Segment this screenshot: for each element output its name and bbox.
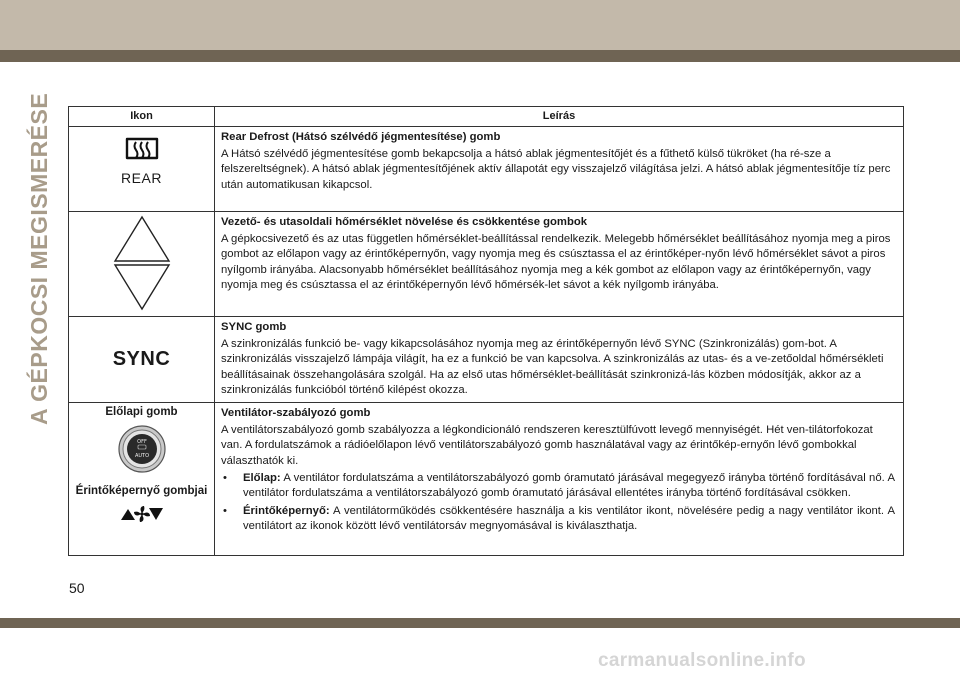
fan-text: A ventilátorszabályozó gomb szabályozza a légkondicionáló rendszeren keresztülfúvott levegő mennyiségét. Hét ven-tilátorfokozat van. A fordulatszámok a rádióelőlapon lévő ventilátorszabályozó gomb használatával vagy az érintőkép-ernyőn lévő gombokkal választhatók ki. [221, 424, 873, 467]
fan-bullet-list [221, 471, 895, 535]
bullet-text: A ventilátorműködés csökkentésére használja a kis ventilátor ikont, növelésére pedig a nagy ventilátor ikont. A ventilátort az ikonok között lévő ventilátorsáv megnyomásával is kiválaszthatja. [243, 505, 896, 533]
watermark: carmanualsonline.info [598, 650, 806, 671]
front-panel-label: Előlapi gomb [105, 406, 178, 419]
footer-bar [0, 618, 960, 628]
knob-off-label: OFF [136, 439, 147, 446]
temperature-title: Vezető- és utasoldali hőmérséklet növelése és csökkentése gombok [221, 216, 588, 228]
bullet-label: Érintőképernyő: [243, 505, 330, 518]
bullet-text: A ventilátor fordulatszáma a ventilátorszabályozó gomb óramutató járásával megegyező irányba történő fordításával nő. A ventilátor fordulatszáma a ventilátorszabályozó gomb óramutató járásával ellentétes irányba történő fordításával csökken. [243, 471, 896, 500]
list-item [221, 471, 895, 501]
rear-icon-label: REAR [121, 170, 162, 186]
sync-description [215, 317, 904, 403]
temperature-up-icon [112, 215, 172, 263]
table-row [69, 403, 904, 556]
touchscreen-label: Érintőképernyő gombjai [75, 485, 208, 498]
fan-title: Ventilátor-szabályozó gomb [221, 407, 371, 420]
page-number: 50 [69, 580, 85, 596]
header-bar [0, 50, 960, 62]
header-band [0, 0, 960, 50]
header-description: Leírás [215, 107, 904, 127]
table-row [69, 317, 904, 403]
rear-defrost-text: A Hátsó szélvédő jégmentesítése gomb bekapcsolja a hátsó ablak jégmentesítőjét és a fűthető külső tükröket (ha ré-sze a felszereltségnek). A hátsó ablak jégmentesítőjének aktív állapotát egy visszajelző világítása jelzi. A hátsó ablak jégmentesítője tíz perc után automatikusan kikapcsol. [221, 148, 891, 191]
temperature-down-icon [112, 263, 172, 311]
fan-icon-cell [69, 403, 215, 556]
fan-knob-icon [117, 424, 167, 474]
bullet-label: Előlap: [243, 471, 281, 484]
header-icon: Ikon [69, 107, 215, 127]
rear-defrost-icon [122, 134, 162, 166]
table-header-row [69, 107, 904, 127]
temperature-description [215, 212, 904, 317]
sync-text: A szinkronizálás funkció be- vagy kikapcsolásához nyomja meg az érintőképernyőn lévő SYNC (Szinkronizálás) gom-bot. A szinkronizálás visszajelző lámpája világít, ha ez a funkció be van kapcsolva. A szinkronizálás az utas- és a ve-zetőoldal hőmérsékleti beállításainak összehangolására szolgál. Ha az első utas hőmérséklet-beállítását szinkronizá-lás közben módosítják, akkor az a szinkronizálás funkcióból történő kilépést okozza. [221, 338, 884, 396]
rear-defrost-description [215, 127, 904, 212]
fan-touchscreen-icon [119, 505, 165, 523]
knob-auto-label: AUTO [134, 453, 149, 460]
list-item [221, 504, 895, 534]
controls-table [68, 106, 904, 556]
fan-description [215, 403, 904, 556]
table-row [69, 127, 904, 212]
sync-icon-label: SYNC [112, 348, 171, 370]
temperature-text: A gépkocsivezető és az utas független hőmérséklet-beállítással rendelkezik. Melegebb hőmérséklet beállításához nyomja meg a piros gombot az előlapon vagy az érintőképernyőn, vagy nyomja meg és csúsztassa el az érintőképer-nyőn lévő hőmérséklet sávot a piros nyílgomb irányába. Alacsonyabb hőmérséklet beállításához nyomja meg a kék gombot az előlapon vagy az érintőképernyőn, vagy nyomja meg és csúsztassa el az érintőképernyőn lévő hőmérsék-let sávot a kék nyílgomb irányába. [221, 233, 891, 291]
rear-defrost-icon-cell [69, 127, 215, 212]
chapter-side-title: A GÉPKOCSI MEGISMERÉSE [26, 92, 52, 425]
sync-title: SYNC gomb [221, 321, 287, 333]
rear-defrost-title: Rear Defrost (Hátsó szélvédő jégmentesítése) gomb [221, 131, 501, 143]
table-row [69, 212, 904, 317]
sync-icon-cell [69, 317, 215, 403]
temperature-icon-cell [69, 212, 215, 317]
